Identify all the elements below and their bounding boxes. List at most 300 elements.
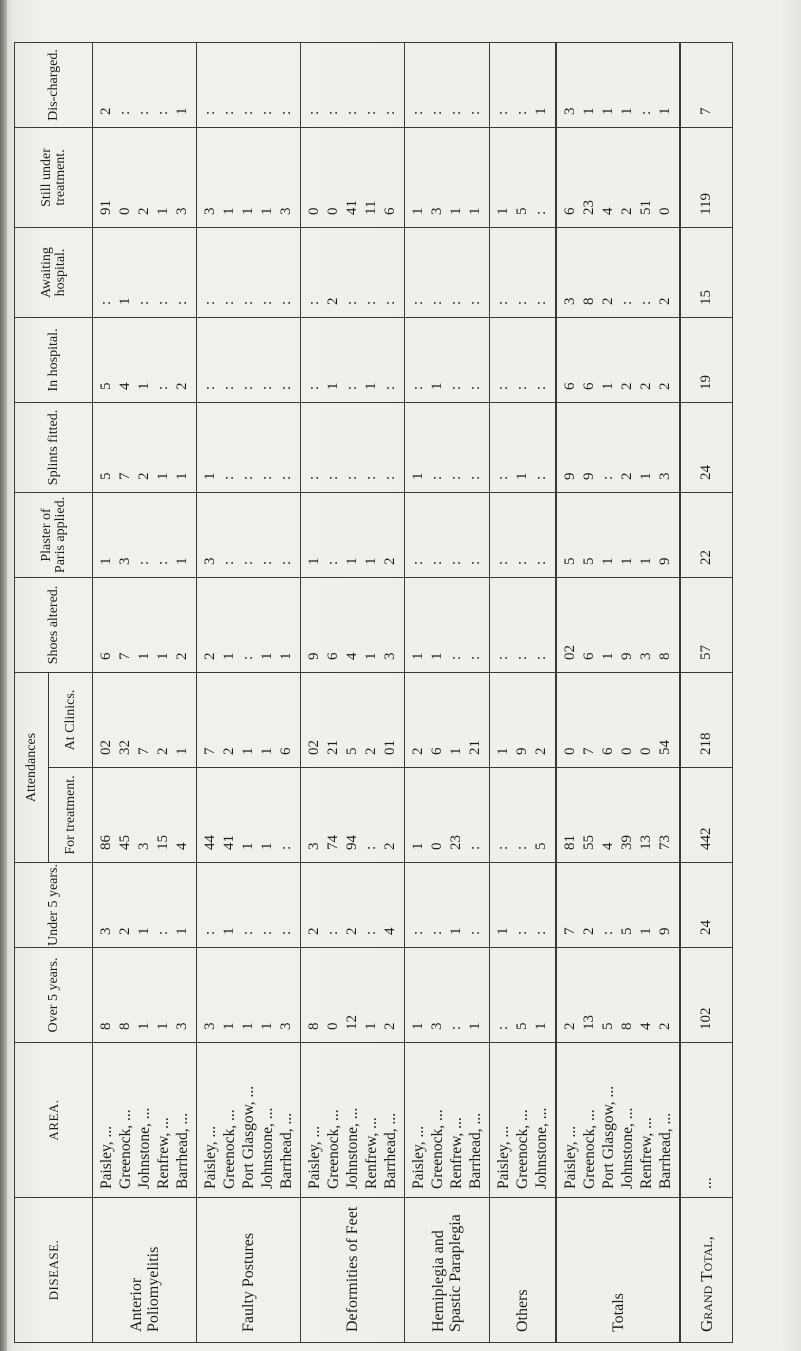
value-cell-discharged <box>197 42 301 127</box>
cell-value: : <box>325 560 341 565</box>
cell-value: 3 <box>278 1022 294 1030</box>
cell-value: 1 <box>410 1022 426 1030</box>
cell-value: : <box>495 475 511 480</box>
cell-value: : <box>344 475 360 480</box>
cell-value: 5 <box>619 927 635 935</box>
cell-value: 1 <box>344 557 360 565</box>
value-cell-over5 <box>556 948 680 1043</box>
cell-value: 54 <box>657 740 673 755</box>
cell-value: : <box>533 210 549 215</box>
cell-value: : <box>363 110 379 115</box>
cell-value: : <box>382 300 398 305</box>
value-cell-discharged <box>680 42 732 127</box>
cell-value: 1 <box>448 207 464 215</box>
value-cell-plaster <box>93 492 197 577</box>
cell-value: 3 <box>174 1022 190 1030</box>
cell-value: : <box>429 110 445 115</box>
area-name: ... <box>697 1177 715 1189</box>
value-cell-awaiting <box>301 227 405 317</box>
cell-value: 2 <box>325 297 341 305</box>
cell-value: 2 <box>382 842 398 850</box>
cell-value: 1 <box>410 472 426 480</box>
cell-value: : <box>155 560 171 565</box>
value-cell-clinics <box>556 672 680 767</box>
cell-value: 442 <box>697 827 714 850</box>
cell-value: : <box>514 845 530 850</box>
cell-value: : <box>221 475 237 480</box>
cell-value: 2 <box>410 747 426 755</box>
disease-cell: Faulty Postures <box>197 1198 301 1343</box>
cell-value: 0 <box>638 747 654 755</box>
cell-value: 6 <box>581 652 597 660</box>
value-cell-shoes <box>93 577 197 672</box>
table-row <box>405 42 490 1342</box>
area-cell <box>405 1043 490 1198</box>
value-cell-over5 <box>490 948 557 1043</box>
cell-value: 6 <box>600 747 616 755</box>
cell-value: : <box>278 110 294 115</box>
cell-value: : <box>410 930 426 935</box>
cell-value: 1 <box>325 382 341 390</box>
area-name: Greenock, ... <box>325 1109 342 1189</box>
value-cell-still <box>405 127 490 227</box>
cell-value: 1 <box>448 747 464 755</box>
cell-value: : <box>363 930 379 935</box>
cell-value: 21 <box>325 740 341 755</box>
area-name: Johnstone, ... <box>533 1107 550 1189</box>
cell-value: 6 <box>98 652 114 660</box>
cell-value: 39 <box>619 835 635 850</box>
value-cell-plaster <box>556 492 680 577</box>
cell-value: 8 <box>619 1022 635 1030</box>
value-cell-splints <box>301 402 405 492</box>
cell-value: : <box>344 300 360 305</box>
cell-value: 0 <box>562 747 578 755</box>
area-name: Greenock, ... <box>117 1109 134 1189</box>
cell-value: 1 <box>174 927 190 935</box>
area-name: Greenock, ... <box>221 1109 238 1189</box>
cell-value: : <box>240 655 256 660</box>
cell-value: 6 <box>581 382 597 390</box>
cell-value: 1 <box>240 1022 256 1030</box>
cell-value: : <box>533 300 549 305</box>
value-cell-awaiting <box>93 227 197 317</box>
table-row <box>93 42 197 1342</box>
cell-value: : <box>495 560 511 565</box>
cell-value: 1 <box>448 927 464 935</box>
cell-value: 0 <box>657 207 673 215</box>
orthopaedic-table <box>14 42 733 1343</box>
cell-value: 0 <box>325 1022 341 1030</box>
cell-value: : <box>136 560 152 565</box>
cell-value: 55 <box>581 835 597 850</box>
cell-value: : <box>429 475 445 480</box>
cell-value: 2 <box>382 1022 398 1030</box>
cell-value: 23 <box>581 199 597 215</box>
header-in-hospital: In hospital. <box>15 317 93 402</box>
cell-value: 19 <box>697 374 714 390</box>
value-cell-shoes <box>556 577 680 672</box>
cell-value: 7 <box>581 747 597 755</box>
value-cell-still <box>301 127 405 227</box>
cell-value: 5 <box>533 842 549 850</box>
value-cell-awaiting <box>490 227 557 317</box>
cell-value: : <box>136 300 152 305</box>
cell-value: : <box>514 110 530 115</box>
cell-value: 2 <box>619 207 635 215</box>
header-shoes-altered: Shoes altered. <box>15 577 93 672</box>
cell-value: 3 <box>98 927 114 935</box>
cell-value: 1 <box>363 557 379 565</box>
cell-value: : <box>117 110 133 115</box>
cell-value: 0 <box>306 207 322 215</box>
cell-value: : <box>240 385 256 390</box>
cell-value: 13 <box>638 835 654 850</box>
value-cell-under5 <box>197 863 301 948</box>
cell-value: 3 <box>117 557 133 565</box>
cell-value: : <box>533 930 549 935</box>
cell-value: : <box>448 385 464 390</box>
cell-value: 02 <box>562 644 578 660</box>
cell-value: 2 <box>363 747 379 755</box>
cell-value: 7 <box>117 472 133 480</box>
cell-value: : <box>619 300 635 305</box>
cell-value: 9 <box>514 747 530 755</box>
cell-value: 7 <box>202 747 218 755</box>
cell-value: : <box>202 930 218 935</box>
value-cell-splints <box>197 402 301 492</box>
cell-value: 15 <box>155 835 171 850</box>
cell-value: : <box>410 110 426 115</box>
value-cell-treatment <box>490 768 557 863</box>
value-cell-over5 <box>680 948 732 1043</box>
header-discharged: Dis-charged. <box>15 42 93 127</box>
value-cell-over5 <box>93 948 197 1043</box>
cell-value: 1 <box>259 747 275 755</box>
header-disease: DISEASE. <box>15 1198 93 1343</box>
cell-value: 2 <box>581 927 597 935</box>
value-cell-hospital <box>301 317 405 402</box>
value-cell-clinics <box>680 672 732 767</box>
value-cell-still <box>490 127 557 227</box>
cell-value: 13 <box>581 1015 597 1030</box>
cell-value: 102 <box>697 1007 714 1030</box>
value-cell-hospital <box>680 317 732 402</box>
cell-value: 9 <box>562 472 578 480</box>
cell-value: 4 <box>638 1022 654 1030</box>
cell-value: : <box>600 475 616 480</box>
cell-value: 1 <box>259 1022 275 1030</box>
cell-value: 3 <box>382 652 398 660</box>
value-cell-awaiting <box>556 227 680 317</box>
area-name: Paisley, ... <box>410 1125 427 1189</box>
cell-value: 2 <box>306 927 322 935</box>
value-cell-awaiting <box>405 227 490 317</box>
header-plaster-applied: Plaster of Paris applied. <box>15 492 93 577</box>
cell-value: : <box>495 110 511 115</box>
value-cell-splints <box>556 402 680 492</box>
cell-value: : <box>533 385 549 390</box>
value-cell-awaiting <box>197 227 301 317</box>
cell-value: 32 <box>117 740 133 755</box>
cell-value: : <box>448 1025 464 1030</box>
cell-value: 4 <box>382 927 398 935</box>
cell-value: : <box>278 475 294 480</box>
cell-value: : <box>240 300 256 305</box>
cell-value: : <box>98 300 114 305</box>
cell-value: 2 <box>638 382 654 390</box>
cell-value: 45 <box>117 835 133 850</box>
cell-value: 1 <box>259 207 275 215</box>
cell-value: : <box>467 845 483 850</box>
table-row <box>556 42 680 1342</box>
cell-value: : <box>344 385 360 390</box>
cell-value: : <box>448 300 464 305</box>
cell-value: 3 <box>278 207 294 215</box>
cell-value: : <box>429 300 445 305</box>
cell-value: : <box>259 930 275 935</box>
cell-value: : <box>240 930 256 935</box>
cell-value: 7 <box>136 747 152 755</box>
cell-value: 1 <box>240 747 256 755</box>
cell-value: 91 <box>98 199 114 215</box>
table-body <box>93 42 733 1342</box>
value-cell-treatment <box>301 768 405 863</box>
table-row <box>490 42 557 1342</box>
cell-value: : <box>514 300 530 305</box>
cell-value: : <box>240 475 256 480</box>
value-cell-under5 <box>680 863 732 948</box>
value-cell-under5 <box>405 863 490 948</box>
cell-value: 2 <box>619 472 635 480</box>
cell-value: : <box>278 845 294 850</box>
value-cell-under5 <box>490 863 557 948</box>
value-cell-plaster <box>680 492 732 577</box>
cell-value: 119 <box>697 193 714 215</box>
value-cell-hospital <box>197 317 301 402</box>
cell-value: 2 <box>382 557 398 565</box>
header-under-5-years: Under 5 years. <box>15 863 93 948</box>
value-cell-discharged <box>556 42 680 127</box>
cell-value: 1 <box>600 107 616 115</box>
cell-value: 2 <box>155 747 171 755</box>
value-cell-over5 <box>301 948 405 1043</box>
cell-value: : <box>638 110 654 115</box>
cell-value: 02 <box>306 740 322 755</box>
value-cell-discharged <box>405 42 490 127</box>
cell-value: 1 <box>533 107 549 115</box>
cell-value: 5 <box>514 1022 530 1030</box>
cell-value: 2 <box>657 297 673 305</box>
cell-value: : <box>278 930 294 935</box>
cell-value: 5 <box>514 207 530 215</box>
area-name: Renfrew, ... <box>155 1117 172 1189</box>
cell-value: 4 <box>117 382 133 390</box>
cell-value: 6 <box>562 207 578 215</box>
value-cell-splints <box>93 402 197 492</box>
cell-value: 94 <box>344 835 360 850</box>
cell-value: 1 <box>533 1022 549 1030</box>
cell-value: 8 <box>306 1022 322 1030</box>
cell-value: 2 <box>562 1022 578 1030</box>
cell-value: 2 <box>619 382 635 390</box>
cell-value: : <box>306 300 322 305</box>
cell-value: 1 <box>600 382 616 390</box>
cell-value: 1 <box>467 207 483 215</box>
value-cell-still <box>556 127 680 227</box>
cell-value: 4 <box>600 207 616 215</box>
cell-value: 12 <box>344 1015 360 1030</box>
cell-value: 1 <box>136 927 152 935</box>
value-cell-under5 <box>93 863 197 948</box>
value-cell-discharged <box>490 42 557 127</box>
cell-value: 1 <box>429 652 445 660</box>
area-name: Johnstone, ... <box>619 1107 636 1189</box>
area-name: Johnstone, ... <box>344 1107 361 1189</box>
area-name: Port Glasgow, ... <box>240 1085 257 1189</box>
header-still-under-treatment: Still under treatment. <box>15 127 93 227</box>
cell-value: 1 <box>467 1022 483 1030</box>
cell-value: : <box>306 110 322 115</box>
cell-value: 1 <box>240 842 256 850</box>
value-cell-discharged <box>301 42 405 127</box>
cell-value: 8 <box>657 652 673 660</box>
cell-value: 1 <box>581 107 597 115</box>
cell-value: 1 <box>495 747 511 755</box>
cell-value: 1 <box>619 107 635 115</box>
cell-value: : <box>259 475 275 480</box>
cell-value: 1 <box>410 842 426 850</box>
value-cell-shoes <box>301 577 405 672</box>
cell-value: 2 <box>600 297 616 305</box>
cell-value: : <box>325 110 341 115</box>
cell-value: 15 <box>697 289 714 305</box>
table-row <box>301 42 405 1342</box>
cell-value: 4 <box>174 842 190 850</box>
area-name: Barrhead, ... <box>382 1112 399 1189</box>
value-cell-clinics <box>405 672 490 767</box>
cell-value: : <box>448 110 464 115</box>
cell-value: 3 <box>562 107 578 115</box>
area-name: Johnstone, ... <box>136 1107 153 1189</box>
cell-value: : <box>155 300 171 305</box>
cell-value: 1 <box>240 207 256 215</box>
area-name: Paisley, ... <box>98 1125 115 1189</box>
cell-value: 3 <box>638 652 654 660</box>
cell-value: 02 <box>98 740 114 755</box>
cell-value: : <box>382 475 398 480</box>
area-name: Paisley, ... <box>202 1125 219 1189</box>
cell-value: 2 <box>136 207 152 215</box>
cell-value: 5 <box>562 557 578 565</box>
cell-value: 9 <box>657 557 673 565</box>
cell-value: 2 <box>117 927 133 935</box>
cell-value: 1 <box>306 557 322 565</box>
value-cell-treatment <box>197 768 301 863</box>
value-cell-splints <box>405 402 490 492</box>
value-cell-clinics <box>93 672 197 767</box>
cell-value: : <box>467 655 483 660</box>
value-cell-clinics <box>197 672 301 767</box>
cell-value: : <box>514 930 530 935</box>
cell-value: 1 <box>638 557 654 565</box>
header-attendances: Attendances <box>15 672 49 862</box>
cell-value: 7 <box>562 927 578 935</box>
cell-value: 21 <box>467 740 483 755</box>
cell-value: 2 <box>174 652 190 660</box>
value-cell-hospital <box>93 317 197 402</box>
cell-value: 1 <box>638 927 654 935</box>
cell-value: : <box>174 300 190 305</box>
cell-value: 3 <box>136 842 152 850</box>
value-cell-under5 <box>556 863 680 948</box>
cell-value: 51 <box>638 199 654 215</box>
cell-value: 3 <box>562 297 578 305</box>
cell-value: 74 <box>325 835 341 850</box>
area-name: Barrhead, ... <box>278 1112 295 1189</box>
value-cell-under5 <box>301 863 405 948</box>
cell-value: 1 <box>363 652 379 660</box>
area-cell <box>93 1043 197 1198</box>
header-over-5-years: Over 5 years. <box>15 948 93 1043</box>
value-cell-hospital <box>490 317 557 402</box>
cell-value: 1 <box>136 382 152 390</box>
value-cell-shoes <box>680 577 732 672</box>
cell-value: : <box>467 560 483 565</box>
area-name: Paisley, ... <box>562 1125 579 1189</box>
cell-value: 1 <box>174 747 190 755</box>
cell-value: : <box>410 560 426 565</box>
header-at-clinics: At Clinics. <box>49 672 93 767</box>
cell-value: 0 <box>117 207 133 215</box>
cell-value: 3 <box>174 207 190 215</box>
cell-value: : <box>638 300 654 305</box>
disease-cell: Anterior Poliomyelitis <box>93 1198 197 1343</box>
cell-value: : <box>495 300 511 305</box>
cell-value: : <box>495 655 511 660</box>
cell-value: 1 <box>363 1022 379 1030</box>
cell-value: 3 <box>202 557 218 565</box>
area-name: Barrhead, ... <box>174 1112 191 1189</box>
value-cell-over5 <box>405 948 490 1043</box>
cell-value: : <box>221 385 237 390</box>
cell-value: : <box>259 560 275 565</box>
value-cell-still <box>680 127 732 227</box>
cell-value: : <box>410 385 426 390</box>
area-name: Barrhead, ... <box>467 1112 484 1189</box>
cell-value: : <box>344 110 360 115</box>
cell-value: 5 <box>600 1022 616 1030</box>
cell-value: : <box>382 110 398 115</box>
area-name: Paisley, ... <box>306 1125 323 1189</box>
disease-cell: Others <box>490 1198 557 1343</box>
cell-value: 24 <box>697 464 714 480</box>
cell-value: 5 <box>98 472 114 480</box>
value-cell-shoes <box>405 577 490 672</box>
cell-value: 3 <box>429 1022 445 1030</box>
area-cell <box>490 1043 557 1198</box>
cell-value: 1 <box>495 927 511 935</box>
table-row <box>197 42 301 1342</box>
cell-value: 11 <box>363 200 379 215</box>
cell-value: : <box>533 560 549 565</box>
cell-value: : <box>136 110 152 115</box>
value-cell-plaster <box>301 492 405 577</box>
disease-cell: Grand Total, <box>680 1198 732 1343</box>
cell-value: : <box>429 930 445 935</box>
area-cell <box>301 1043 405 1198</box>
header-splints-fitted: Splints fitted. <box>15 402 93 492</box>
